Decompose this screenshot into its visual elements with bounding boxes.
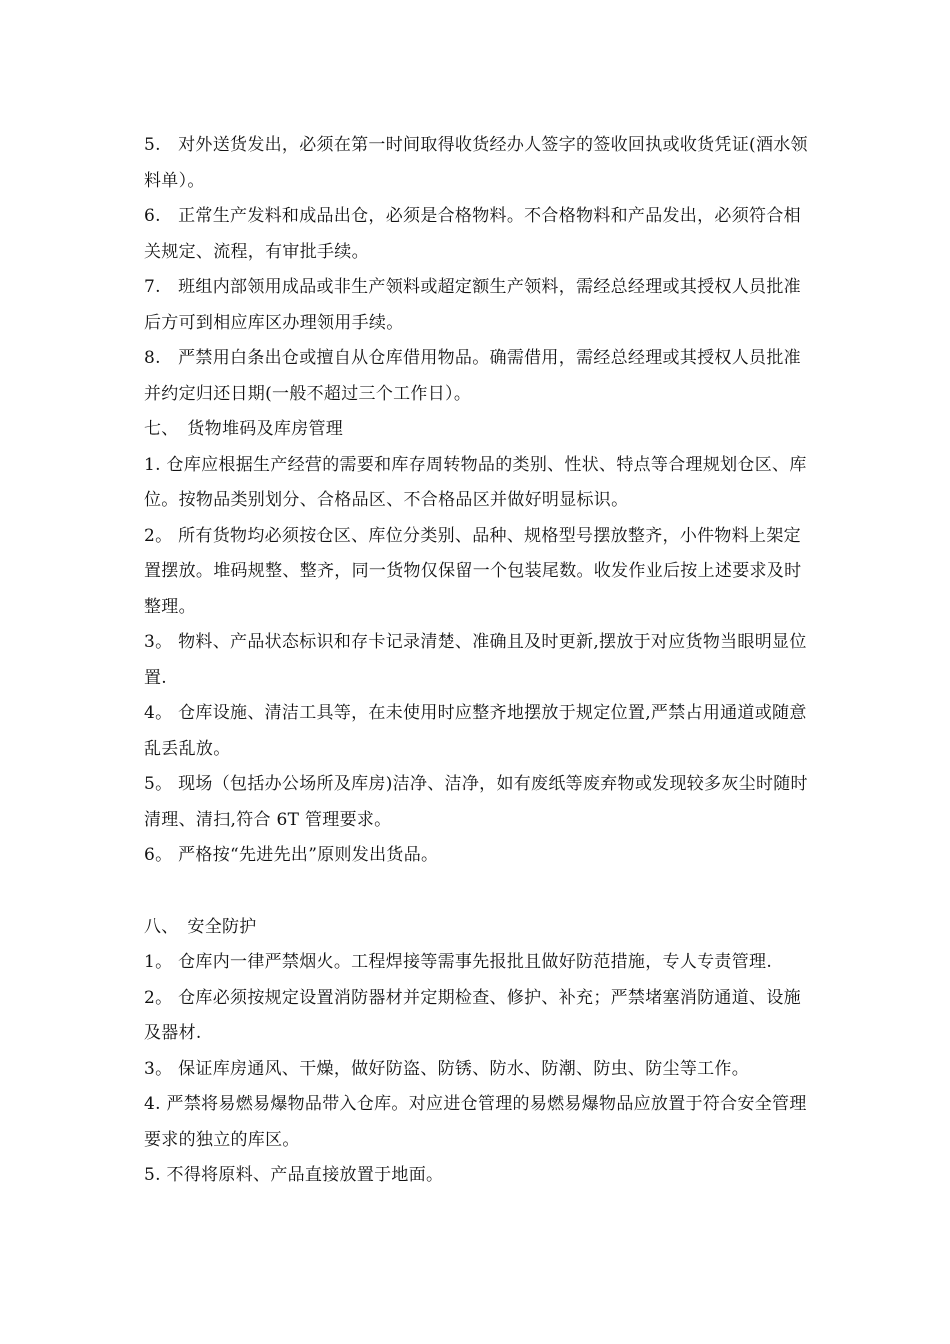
section-8-heading: 八、 安全防护 <box>144 916 257 937</box>
section-7-item-4: 4。 仓库设施、清洁工具等，在未使用时应整齐地摆放于规定位置,严禁占用通道或随意乱丢乱放。 <box>144 703 807 759</box>
section-8-item-3: 3。 保证库房通风、干燥，做好防盗、防锈、防水、防潮、防虫、防尘等工作。 <box>144 1058 750 1079</box>
section-8-item-4: 4. 严禁将易燃易爆物品带入仓库。对应进仓管理的易燃易爆物品应放置于符合安全管理要求的独立的库区。 <box>144 1094 807 1150</box>
section-spacer <box>144 874 816 910</box>
section-8-item-5: 5. 不得将原料、产品直接放置于地面。 <box>144 1165 444 1185</box>
section-7-heading: 七、 货物堆码及库房管理 <box>144 419 344 439</box>
document-body <box>144 128 816 1194</box>
paragraph-item-7: 7. 班组内部领用成品或非生产领料或超定额生产领料，需经总经理或其授权人员批准后方可到相应库区办理领用手续。 <box>144 277 801 333</box>
section-7-item-2: 2。 所有货物均必须按仓区、库位分类别、品种、规格型号摆放整齐，小件物料上架定置摆放。堆码规整、整齐，同一货物仅保留一个包装尾数。收发作业后按上述要求及时整理。 <box>144 525 802 617</box>
paragraph-item-6: 6. 正常生产发料和成品出仓，必须是合格物料。不合格物料和产品发出，必须符合相关规定、流程，有审批手续。 <box>144 206 801 262</box>
section-7-item-5: 5。 现场（包括办公场所及库房)洁净、洁净，如有废纸等废弃物或发现较多灰尘时随时清理、清扫,符合 6T 管理要求。 <box>144 774 808 830</box>
section-7-item-3: 3。 物料、产品状态标识和存卡记录清楚、准确且及时更新,摆放于对应货物当眼明显位置. <box>144 632 807 688</box>
section-8-item-1: 1。 仓库内一律严禁烟火。工程焊接等需事先报批且做好防范措施，专人专责管理. <box>144 952 773 972</box>
section-7-item-1: 1. 仓库应根据生产经营的需要和库存周转物品的类别、性状、特点等合理规划仓区、库位。按物品类别划分、合格品区、不合格品区并做好明显标识。 <box>144 454 807 510</box>
section-7-item-6: 6。 严格按“先进先出”原则发出货品。 <box>144 845 439 865</box>
section-8-item-2: 2。 仓库必须按规定设置消防器材并定期检查、修护、补充；严禁堵塞消防通道、设施及器材. <box>144 987 801 1043</box>
paragraph-item-5: 5. 对外送货发出，必须在第一时间取得收货经办人签字的签收回执或收货凭证(酒水领料单）。 <box>144 135 808 191</box>
paragraph-item-8: 8. 严禁用白条出仓或擅自从仓库借用物品。确需借用，需经总经理或其授权人员批准并约定归还日期(一般不超过三个工作日）。 <box>144 348 801 404</box>
